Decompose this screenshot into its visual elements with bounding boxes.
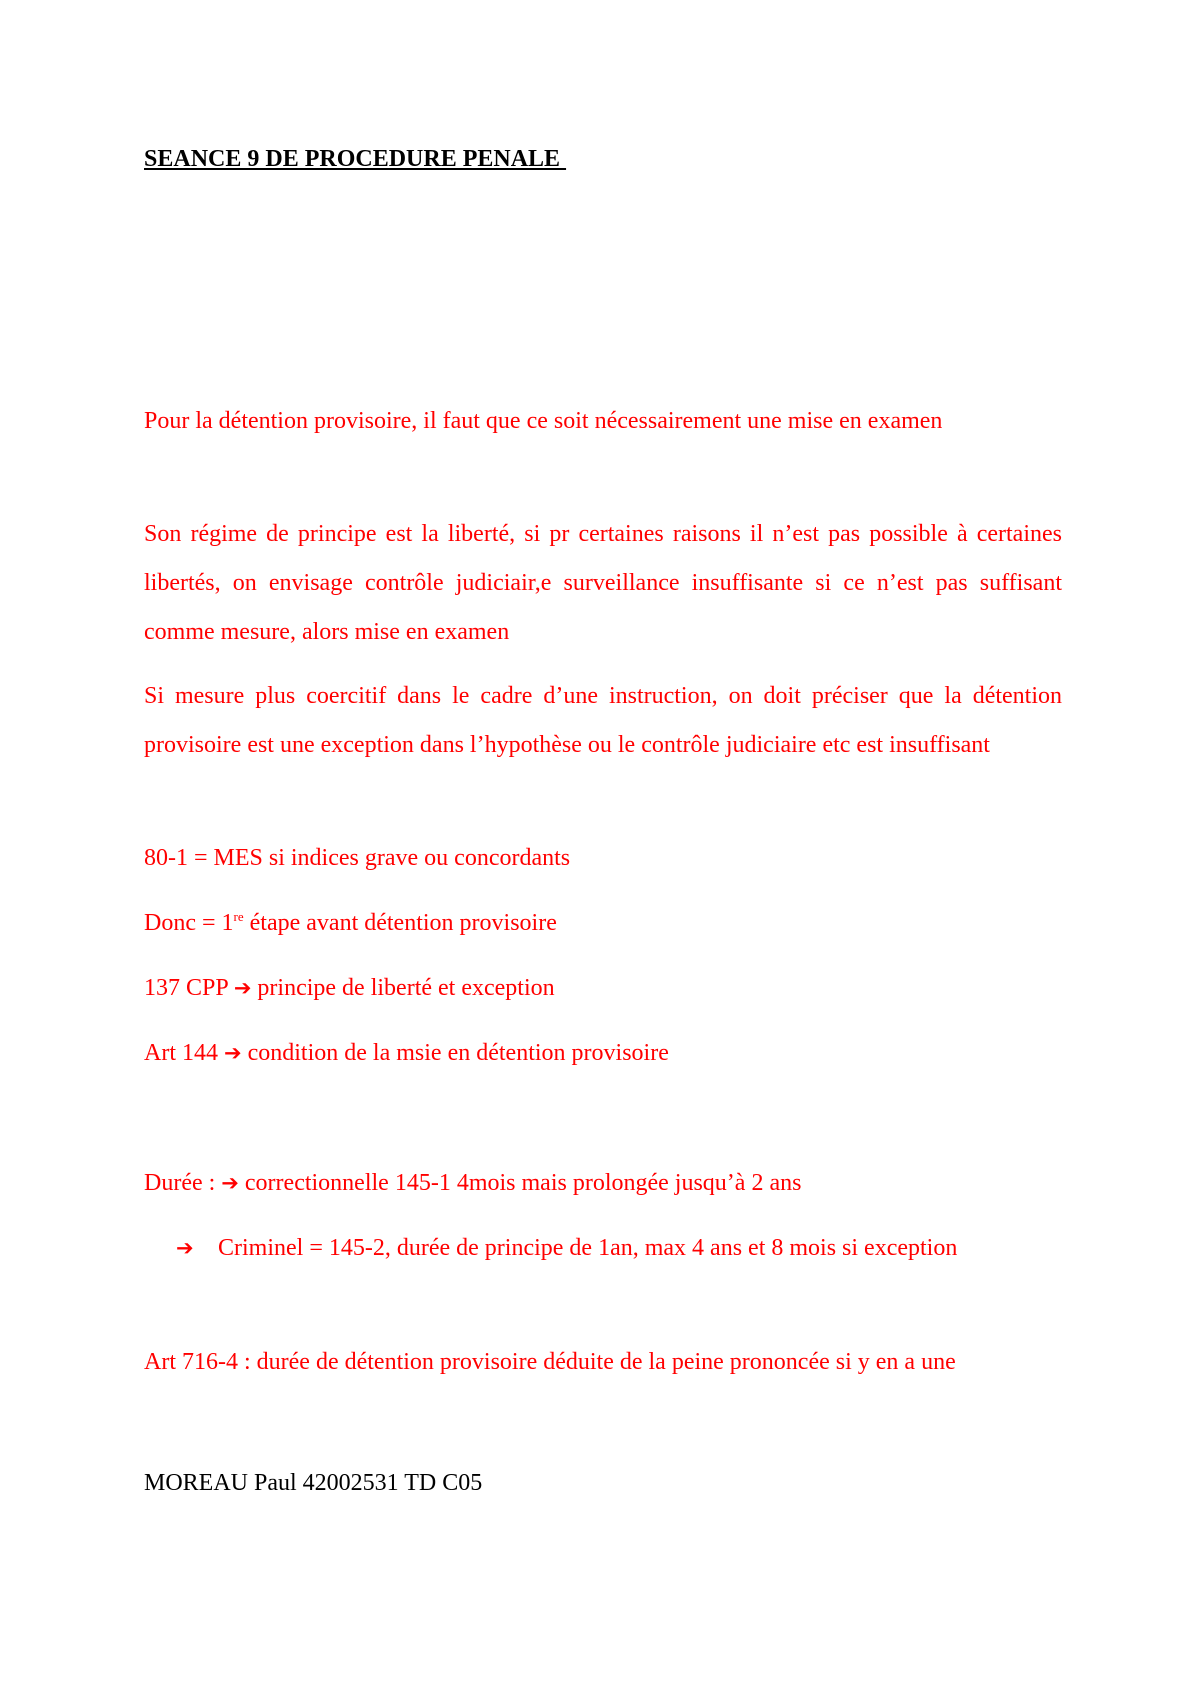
duree-text: correctionnelle 145-1 4mois mais prolongée jusqu’à 2 ans — [238, 1170, 802, 1196]
document-title: SEANCE 9 DE PROCEDURE PENALE — [144, 146, 567, 172]
premiere-etape-end: étape avant détention provisoire — [243, 910, 557, 936]
bullet-criminel — [176, 1224, 1062, 1273]
paragraph-detention-provisoire: Pour la détention provisoire, il faut que ce soit nécessairement une mise en examen — [144, 408, 943, 434]
paragraph-article-80-1: 80-1 = MES si indices grave ou concordants — [144, 845, 571, 871]
premiere-etape-start: Donc = 1 — [144, 910, 234, 936]
paragraph-premiere-etape — [144, 899, 1062, 948]
art-144-text: condition de la msie en détention provisoire — [241, 1040, 669, 1066]
paragraph-mesure-coercitif: Si mesure plus coercitif dans le cadre d’une instruction, on doit préciser que la détention provisoire est une exception dans l’hypothèse ou le contrôle judiciaire etc est insuffisant — [144, 683, 1062, 758]
arrow-right-icon: ➔ — [233, 976, 252, 1000]
paragraph-regime-principe: Son régime de principe est la liberté, si pr certaines raisons il n’est pas possible à certaines libertés, on envisage contrôle judiciair,e surveillance insuffisante si ce n’est pas suffisant comme mesure, alors mise en examen — [144, 521, 1062, 645]
cpp-137-text: principe de liberté et exception — [251, 975, 555, 1001]
superscript-re: re — [233, 909, 244, 924]
document-footer-author: MOREAU Paul 42002531 TD C05 — [144, 1470, 483, 1496]
paragraph-art-144 — [144, 1029, 1062, 1078]
paragraph-137-cpp — [144, 964, 1062, 1013]
arrow-right-icon: ➔ — [224, 1041, 242, 1065]
duree-label: Durée : — [144, 1170, 222, 1196]
arrow-bullet-icon: ➔ — [176, 1236, 194, 1260]
arrow-right-icon: ➔ — [221, 1171, 239, 1195]
cpp-137-label: 137 CPP — [144, 975, 234, 1001]
art-144-label: Art 144 — [144, 1040, 224, 1066]
bullet-criminel-text: Criminel = 145-2, durée de principe de 1an, max 4 ans et 8 mois si exception — [218, 1235, 958, 1261]
paragraph-art-716-4: Art 716-4 : durée de détention provisoire déduite de la peine prononcée si y en a une — [144, 1349, 956, 1375]
paragraph-duree — [144, 1159, 1062, 1208]
